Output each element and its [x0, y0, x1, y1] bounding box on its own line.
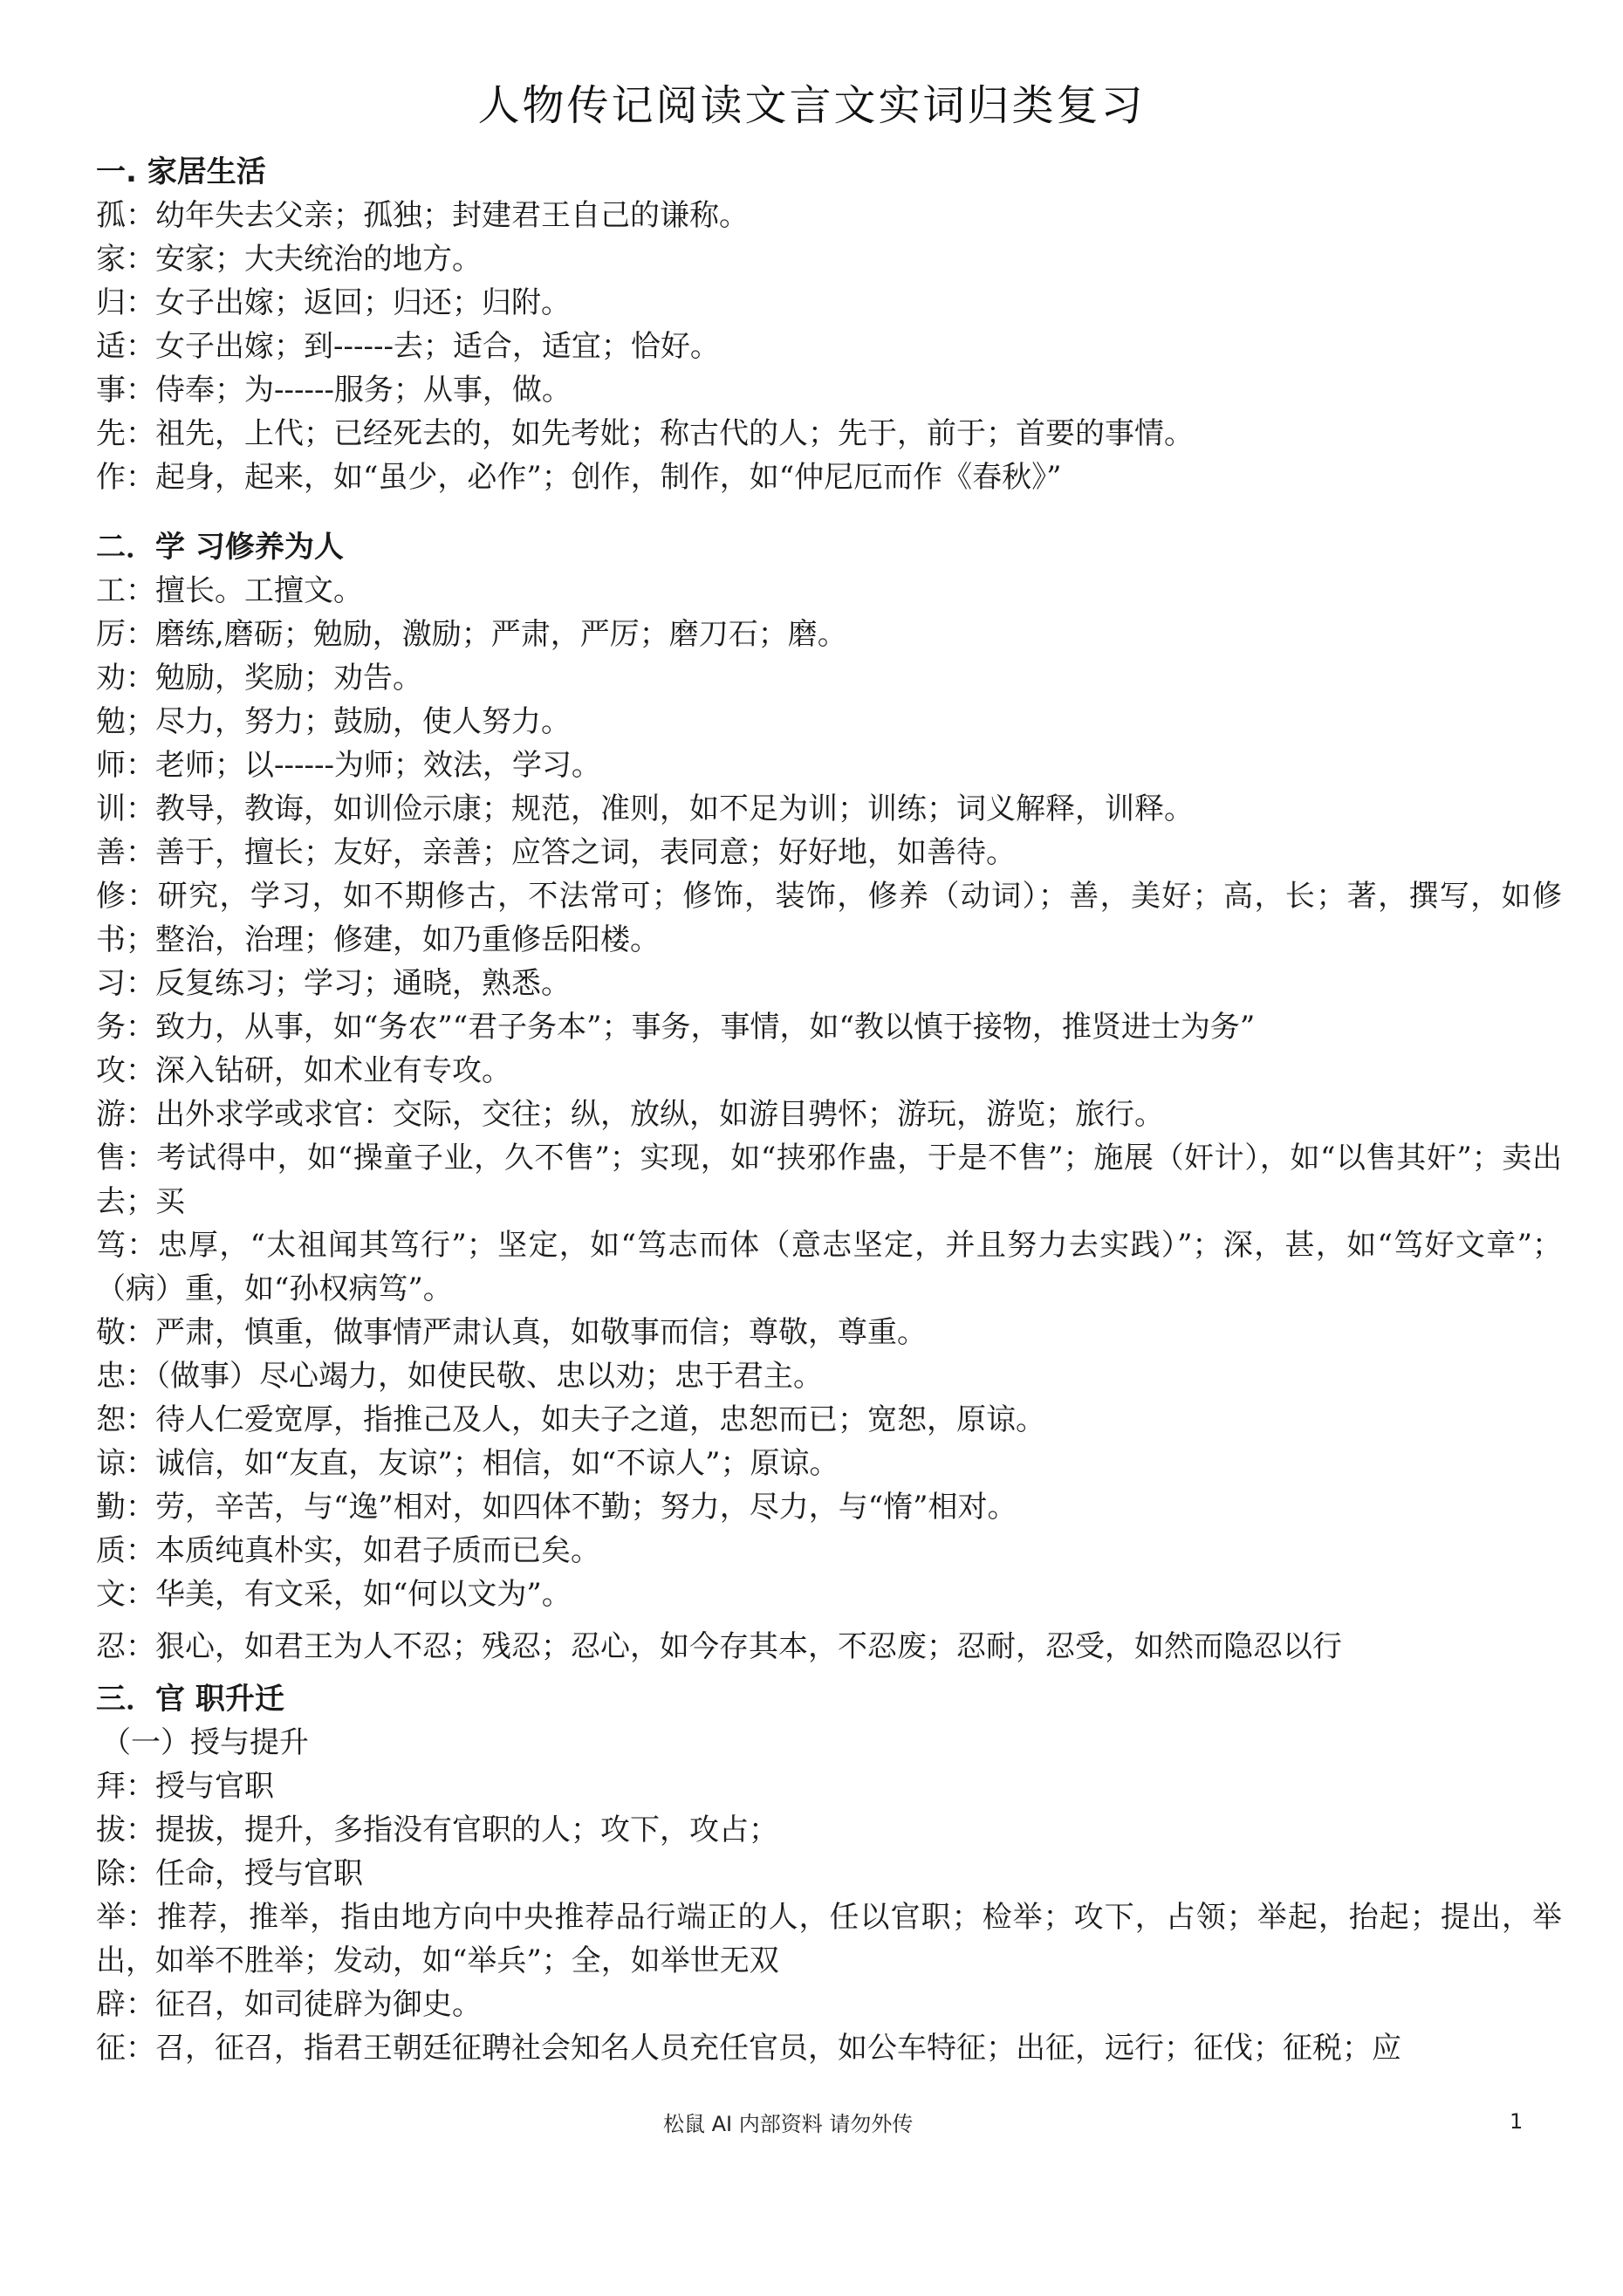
entry-line: 家：安家；大夫统治的地方。 — [96, 242, 482, 277]
entry-line: 笃：忠厚，“太祖闻其笃行”；坚定，如“笃志而体（意志坚定，并且努力去实践）”；深，甚，如“笃好文章”；（病）重，如“孙权病笃”。 — [96, 1228, 1562, 1306]
line-spacer — [96, 1616, 1562, 1625]
page-title: 人物传记阅读文言文实词归类复习 — [477, 81, 1146, 130]
entry-line: 先：祖先，上代；已经死去的，如先考妣；称古代的人；先于，前于；首要的事情。 — [96, 416, 1194, 451]
entry-line: 售：考试得中，如“操童子业，久不售”；实现，如“挟邪作蛊，于是不售”；施展（奸计），如“以售其奸”；卖出去；买 — [96, 1141, 1562, 1219]
entry-line: 征：召，征召，指君王朝廷征聘社会知名人员充任官员，如公车特征；出征，远行；征伐；征税；应 — [96, 2031, 1401, 2066]
entry-line: 训：教导，教诲，如训俭示康；规范，准则，如不足为训；训练；词义解释，训释。 — [96, 792, 1194, 826]
entry-line: 归：女子出嫁；返回；归还；归附。 — [96, 285, 571, 320]
subsection-heading: （一）授与提升 — [101, 1725, 309, 1760]
entry-line: 忠：（做事）尽心竭力，如使民敬、忠以劝；忠于君主。 — [96, 1359, 823, 1394]
section-spacer — [96, 1669, 1562, 1677]
entry-line: 游：出外求学或求官：交际，交往；纵，放纵，如游目骋怀；游玩，游览；旅行。 — [96, 1097, 1164, 1132]
entry-line: 善：善于，擅长；友好，亲善；应答之词，表同意；好好地，如善待。 — [96, 835, 1016, 870]
entry-line: 攻：深入钻研，如术业有专攻。 — [96, 1053, 511, 1088]
entry-line: 忍：狠心，如君王为人不忍；残忍；忍心，如今存其本，不忍废；忍耐，忍受，如然而隐忍以行 — [96, 1629, 1342, 1664]
section-family-life — [96, 150, 1562, 499]
entry-line: 文：华美，有文采，如“何以文为”。 — [96, 1577, 572, 1612]
section-study-cultivation — [96, 525, 1562, 1669]
entry-line: 务：致力，从事，如“务农”“君子务本”；事务，事情，如“教以慎于接物，推贤进士为务” — [96, 1010, 1256, 1045]
entry-line: 除：任命，授与官职 — [96, 1856, 363, 1891]
entry-line: 厉：磨练,磨砺；勉励，激励；严肃，严厉；磨刀石；磨。 — [96, 617, 847, 652]
entry-line: 修：研究，学习，如不期修古，不法常可；修饰，装饰，修养（动词）；善，美好；高，长；著，撰写，如修书；整治，治理；修建，如乃重修岳阳楼。 — [96, 879, 1562, 957]
entry-line: 师：老师；以------为师；效法，学习。 — [96, 748, 601, 783]
footer-note: 松鼠 AI 内部资料 请勿外传 — [663, 2112, 914, 2136]
section-official-promotion — [96, 1677, 1562, 2070]
entry-line: 举：推荐，推举，指由地方向中央推荐品行端正的人，任以官职；检举；攻下，占领；举起，抬起；提出，举出，如举不胜举；发动，如“举兵”；全，如举世无双 — [96, 1900, 1562, 1978]
entry-line: 孤：幼年失去父亲；孤独；封建君王自己的谦称。 — [96, 198, 749, 233]
section-heading: 二．学 习修养为人 — [96, 530, 344, 565]
entry-line: 辟：征召，如司徒辟为御史。 — [96, 1987, 482, 2022]
section-heading: 一. 家居生活 — [96, 154, 266, 189]
entry-line: 拜：授与官职 — [96, 1769, 274, 1804]
entry-line: 习：反复练习；学习；通晓，熟悉。 — [96, 966, 571, 1001]
document-body — [96, 150, 1562, 2070]
entry-line: 敬：严肃，慎重，做事情严肃认真，如敬事而信；尊敬，尊重。 — [96, 1315, 927, 1350]
entry-line: 质：本质纯真朴实，如君子质而已矣。 — [96, 1533, 600, 1568]
section-heading: 三．官 职升迁 — [96, 1682, 284, 1717]
entry-line: 勉；尽力，努力；鼓励，使人努力。 — [96, 704, 571, 739]
entry-line: 恕：待人仁爱宽厚，指推己及人，如夫子之道，忠恕而已；宽恕，原谅。 — [96, 1402, 1045, 1437]
entry-line: 适：女子出嫁；到------去；适合，适宜；恰好。 — [96, 329, 720, 364]
entry-line: 劝：勉励，奖励；劝告。 — [96, 661, 422, 696]
entry-line: 谅：诚信，如“友直，友谅”；相信，如“不谅人”；原谅。 — [96, 1446, 839, 1481]
page-number: 1 — [1510, 2109, 1524, 2134]
section-spacer — [96, 499, 1562, 525]
entry-line: 作：起身，起来，如“虽少，必作”；创作，制作，如“仲尼厄而作《春秋》” — [96, 460, 1062, 495]
entry-line: 勤：劳，辛苦，与“逸”相对，如四体不勤；努力，尽力，与“惰”相对。 — [96, 1490, 1017, 1525]
entry-line: 事：侍奉；为------服务；从事，做。 — [96, 373, 572, 408]
entry-line: 拔：提拔，提升，多指没有官职的人；攻下，攻占； — [96, 1813, 778, 1847]
entry-line: 工：擅长。工擅文。 — [96, 573, 363, 608]
